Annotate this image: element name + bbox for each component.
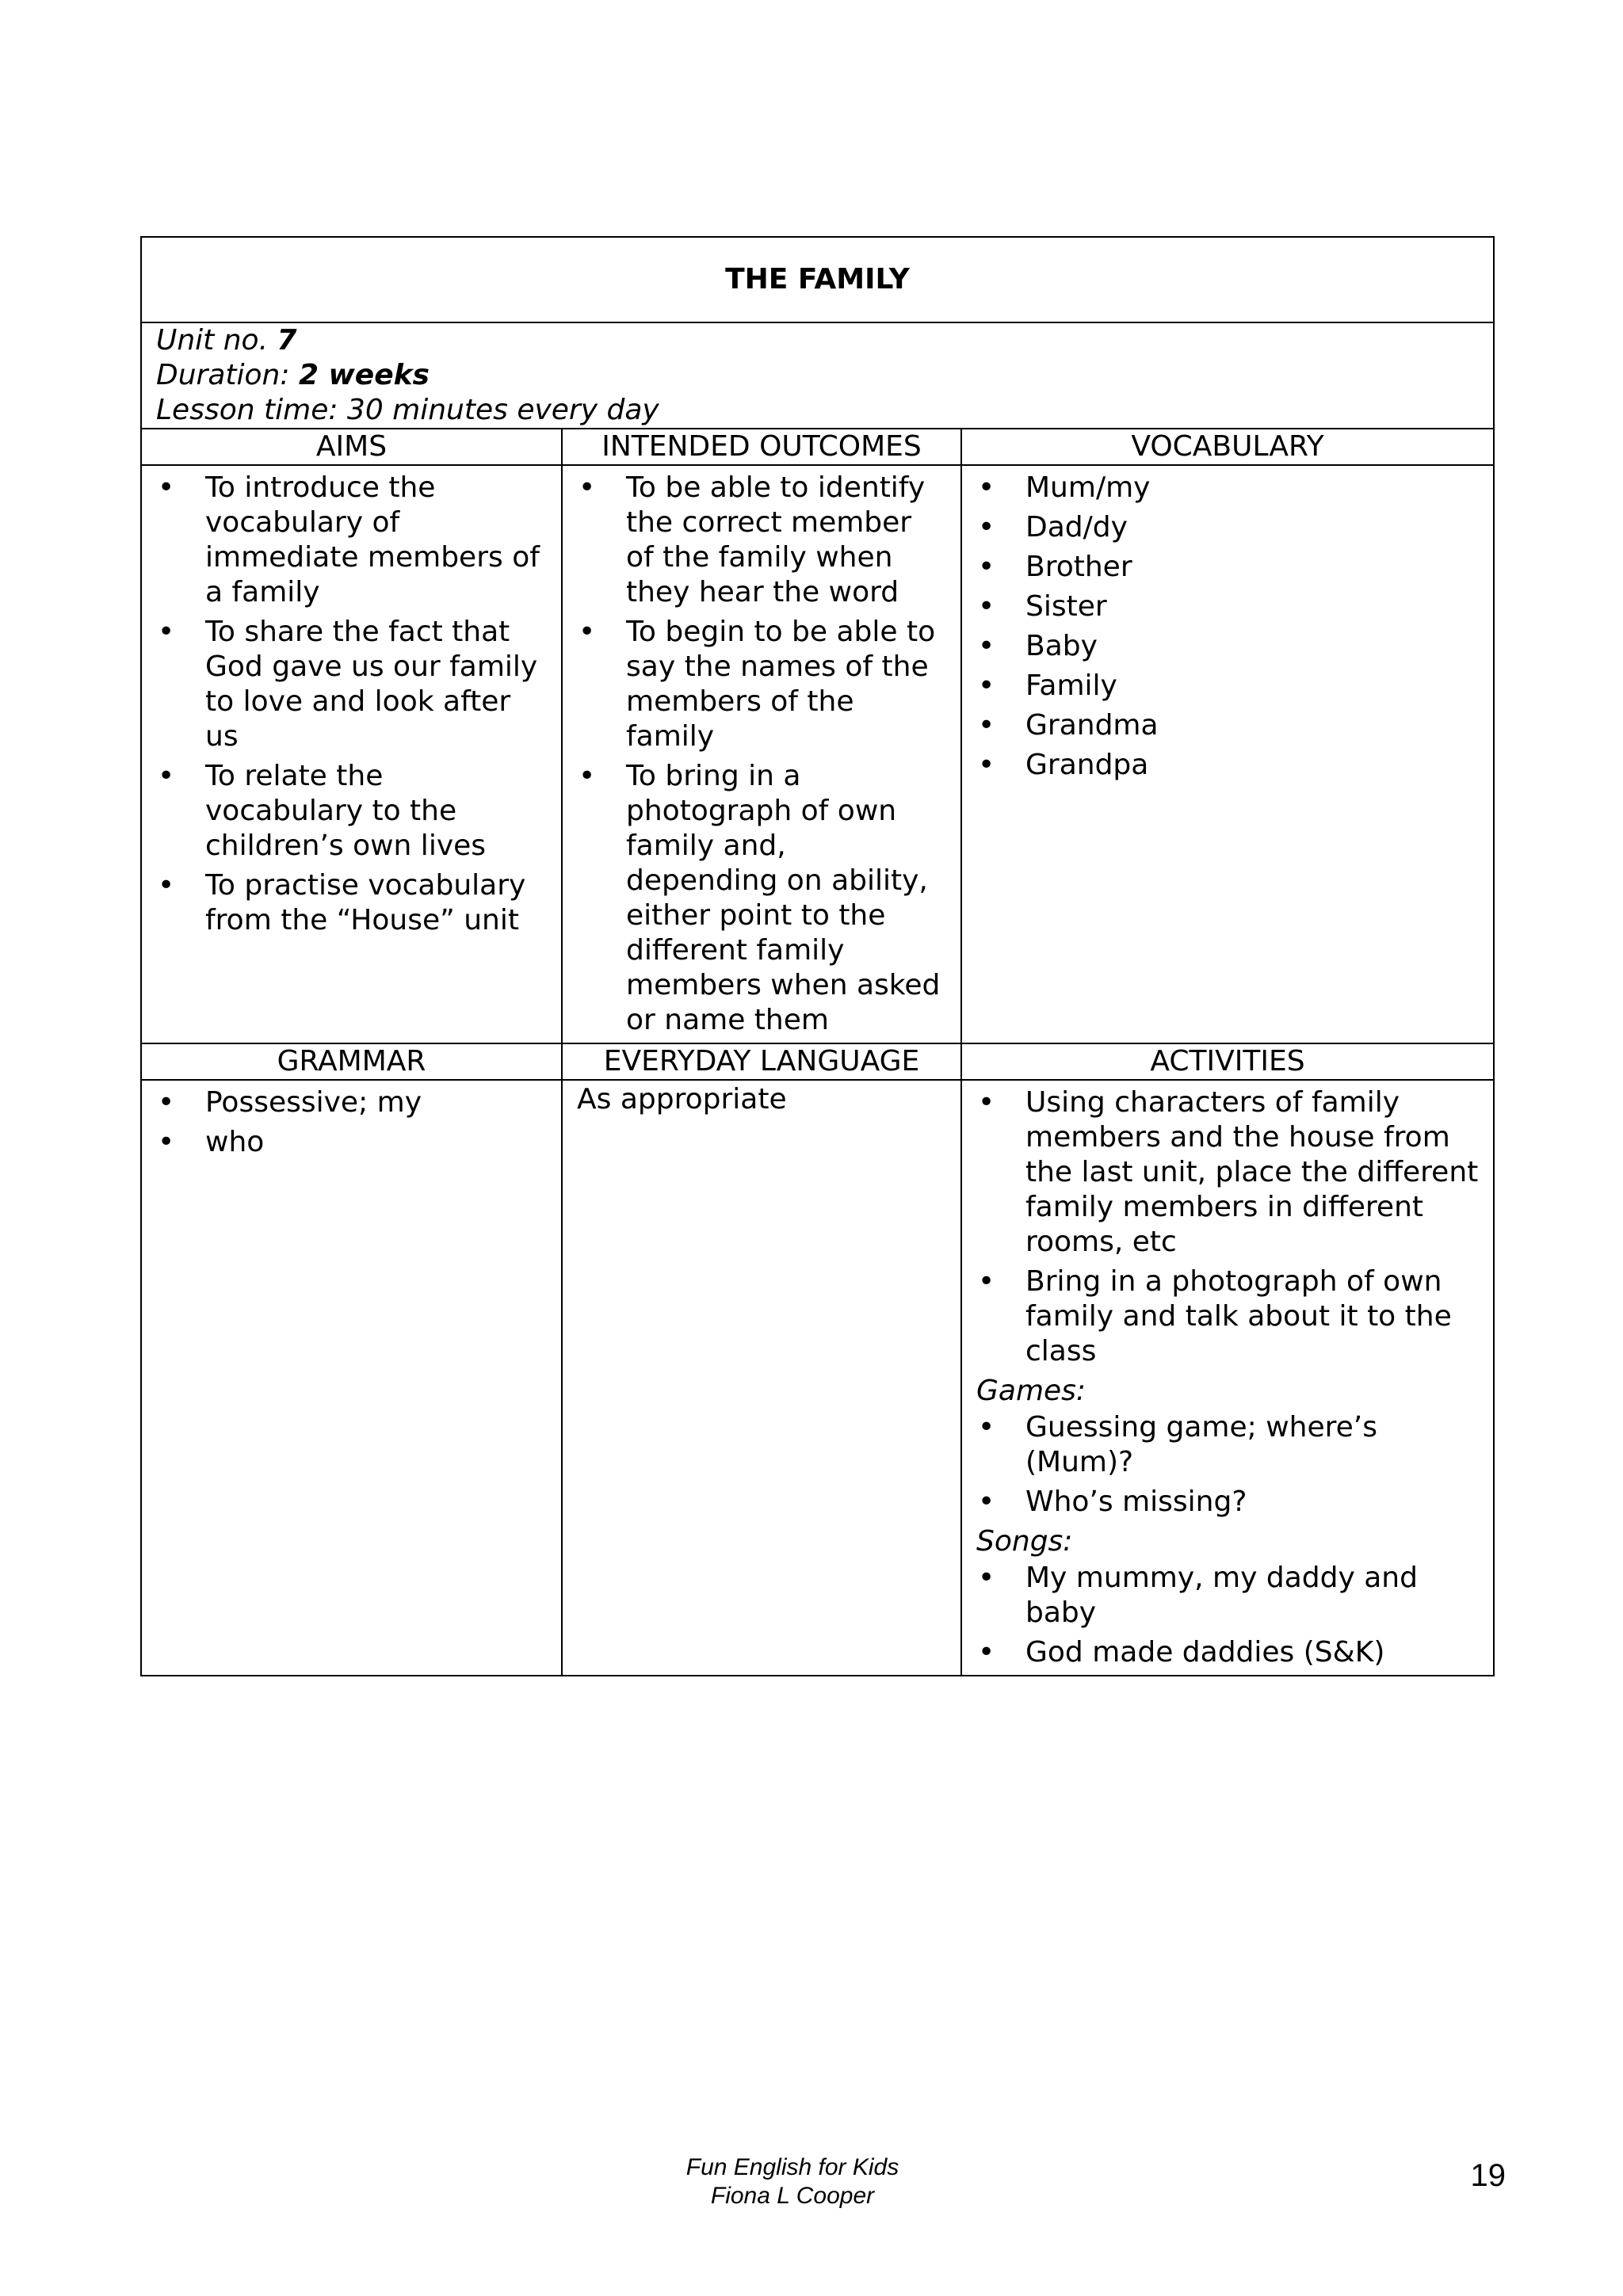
list-item: • Who’s missing? xyxy=(976,1485,1479,1520)
footer-author: Fiona L Cooper xyxy=(710,2183,875,2209)
list-item: • Grandma xyxy=(976,708,1479,743)
header-everyday-language: EVERYDAY LANGUAGE xyxy=(562,1043,961,1080)
header-grammar: GRAMMAR xyxy=(141,1043,562,1080)
list-item: • God made daddies (S&K) xyxy=(976,1635,1479,1670)
unit-info xyxy=(141,322,1494,429)
unit-title: THE FAMILY xyxy=(141,237,1494,322)
songs-list xyxy=(976,1561,1479,1670)
activities-list xyxy=(976,1085,1479,1369)
games-label: Games: xyxy=(976,1375,1086,1407)
vocabulary-cell xyxy=(961,465,1494,1043)
list-item: • Sister xyxy=(976,589,1479,624)
grammar-cell xyxy=(141,1080,562,1676)
list-item: • To relate the vocabulary to the children’s own lives xyxy=(156,759,547,864)
list-item: • To introduce the vocabulary of immediate members of a family xyxy=(156,471,547,610)
list-item: • Baby xyxy=(976,629,1479,664)
list-item: • Bring in a photograph of own family and talk about it to the class xyxy=(976,1264,1479,1369)
list-item: • To share the fact that God gave us our family to love and look after us xyxy=(156,615,547,754)
list-item: • Mum/my xyxy=(976,471,1479,505)
activities-cell xyxy=(961,1080,1494,1676)
list-item: • Possessive; my xyxy=(156,1085,547,1120)
footer-book-title: Fun English for Kids xyxy=(685,2154,899,2180)
lesson-time-line: Lesson time: 30 minutes every day xyxy=(156,394,659,426)
list-item: • Using characters of family members and the house from the last unit, place the different family members in different rooms, etc xyxy=(976,1085,1479,1260)
everyday-language-cell xyxy=(562,1080,961,1676)
games-list xyxy=(976,1410,1479,1520)
outcomes-cell xyxy=(562,465,961,1043)
list-item: • Dad/dy xyxy=(976,510,1479,545)
list-item: • To bring in a photograph of own family and, depending on ability, either point to the different family members when asked or name them xyxy=(577,759,946,1038)
lesson-plan-table xyxy=(140,236,1495,1676)
duration-value: 2 weeks xyxy=(298,359,430,391)
list-item: • Family xyxy=(976,669,1479,704)
list-item: • Grandpa xyxy=(976,748,1479,783)
header-intended-outcomes: INTENDED OUTCOMES xyxy=(562,429,961,465)
list-item: • My mummy, my daddy and baby xyxy=(976,1561,1479,1630)
unit-number-line: Unit no. 7 xyxy=(156,324,297,357)
header-vocabulary: VOCABULARY xyxy=(961,429,1494,465)
list-item: • Guessing game; where’s (Mum)? xyxy=(976,1410,1479,1480)
page-footer xyxy=(555,2153,1030,2210)
aims-cell xyxy=(141,465,562,1043)
list-item: • who xyxy=(156,1125,547,1160)
duration-line: Duration: 2 weeks xyxy=(156,359,430,391)
aims-list xyxy=(156,471,547,938)
list-item: • To begin to be able to say the names of the members of the family xyxy=(577,615,946,754)
list-item: • Brother xyxy=(976,550,1479,585)
list-item: • To practise vocabulary from the “House” unit xyxy=(156,868,547,938)
outcomes-list xyxy=(577,471,946,1038)
header-activities: ACTIVITIES xyxy=(961,1043,1494,1080)
everyday-language-text: As appropriate xyxy=(577,1083,787,1116)
header-aims: AIMS xyxy=(141,429,562,465)
vocabulary-list xyxy=(976,471,1479,783)
list-item: • To be able to identify the correct member of the family when they hear the word xyxy=(577,471,946,610)
page-number: 19 xyxy=(1470,2158,1506,2193)
unit-number: 7 xyxy=(277,324,297,357)
songs-label: Songs: xyxy=(976,1525,1073,1558)
grammar-list xyxy=(156,1085,547,1160)
